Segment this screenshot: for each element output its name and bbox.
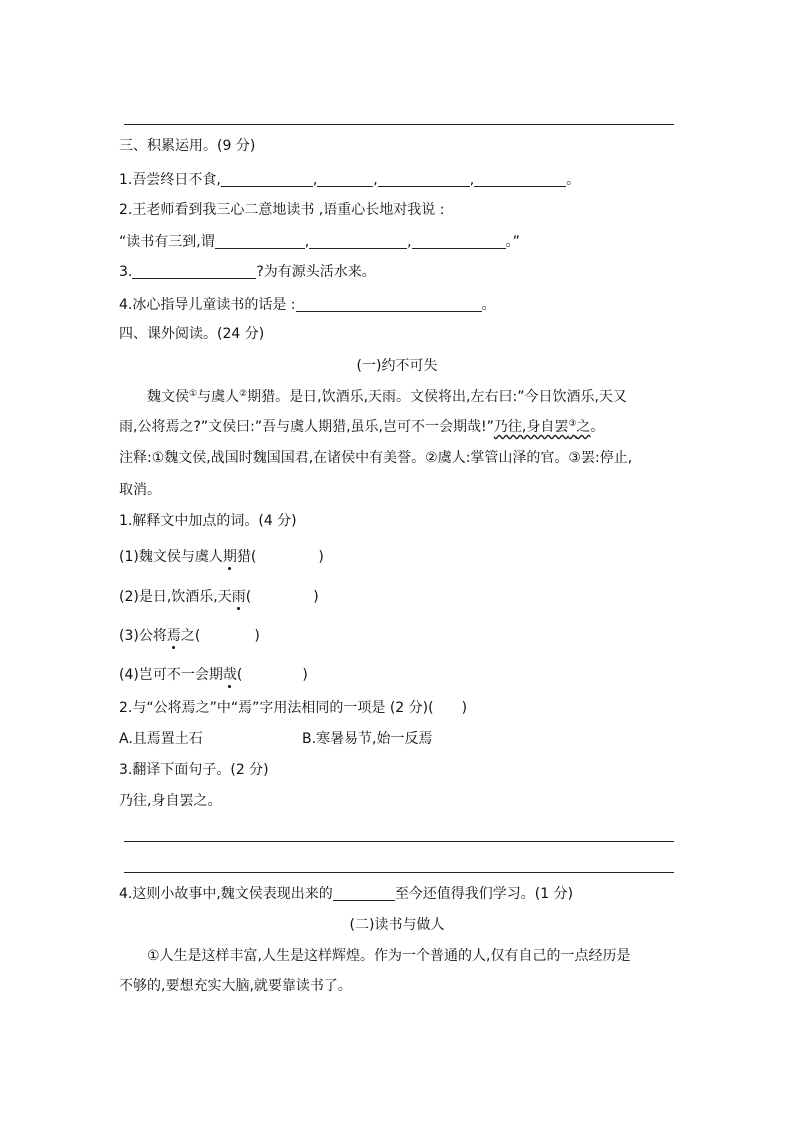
wavy-underlined-sentence bbox=[494, 419, 591, 435]
q2-sep2: , bbox=[407, 234, 412, 250]
q1-sep2: , bbox=[373, 172, 378, 188]
passage1-q1: 1.解释文中加点的词。(4 分) bbox=[119, 513, 297, 529]
q1-sep3: , bbox=[469, 172, 475, 188]
p2-end: 。 bbox=[590, 419, 605, 435]
section3-q2-line2 bbox=[119, 233, 520, 251]
passage1-title: (一)约不可失 bbox=[356, 358, 438, 374]
answer-line-2[interactable] bbox=[124, 872, 674, 873]
p1-text-c: 期猎。是日,饮酒乐,天雨。文侯将出,左右曰:”今日饮酒乐,天又 bbox=[247, 389, 627, 405]
q4b-blank[interactable] bbox=[333, 886, 395, 901]
passage1-q2 bbox=[119, 699, 467, 717]
passage1-line1 bbox=[147, 388, 627, 406]
footnote-mark-3: ③ bbox=[568, 419, 577, 429]
item3-b: 之( bbox=[180, 628, 201, 644]
item3-close: ) bbox=[254, 628, 260, 644]
item2-close: ) bbox=[313, 589, 319, 605]
q1-sep1: , bbox=[312, 172, 318, 188]
q1-blank-2[interactable] bbox=[317, 172, 373, 187]
q2-close: ) bbox=[461, 700, 468, 716]
passage1-q4 bbox=[119, 885, 573, 903]
p2-wavy-b: 之 bbox=[576, 419, 591, 435]
q1-blank-4[interactable] bbox=[474, 172, 566, 187]
q2-text: 2.与“公将焉之”中“焉”字用法相同的一项是 (2 分)( bbox=[119, 700, 434, 716]
q2-end: 。” bbox=[505, 234, 520, 250]
item1-a: (1)魏文侯与虞人 bbox=[119, 549, 223, 565]
q4-blank[interactable] bbox=[296, 297, 482, 312]
footnote-mark-2: ② bbox=[239, 389, 248, 399]
passage1-q2-option-b: B.寒暑易节,始一反焉 bbox=[302, 731, 433, 747]
q3-suffix: ?为有源头活水来。 bbox=[256, 264, 376, 280]
item2-a: (2)是日,饮酒乐,天 bbox=[119, 589, 232, 605]
q2-sep1: , bbox=[304, 234, 310, 250]
q4b-suffix: 至今还值得我们学习。(1 分) bbox=[394, 886, 574, 902]
passage1-q3: 3.翻译下面句子。(2 分) bbox=[119, 762, 269, 778]
section3-q1 bbox=[119, 171, 580, 189]
section3-q3 bbox=[119, 263, 376, 281]
item4-close: ) bbox=[302, 667, 308, 683]
item4-a: (4)岂可不一会期 bbox=[119, 667, 223, 683]
section3-heading: 三、积累运用。(9 分) bbox=[119, 138, 256, 154]
passage1-q1-item2 bbox=[119, 588, 319, 606]
item3-a: (3)公将 bbox=[119, 628, 167, 644]
q3-blank[interactable] bbox=[132, 264, 256, 279]
q2-blank-3[interactable] bbox=[412, 234, 506, 249]
q4b-prefix: 4.这则小故事中,魏文侯表现出来的 bbox=[119, 886, 333, 902]
passage1-q1-item1 bbox=[119, 548, 324, 566]
answer-line-top[interactable] bbox=[124, 124, 674, 125]
item1-dotted-word: 期 bbox=[222, 549, 237, 565]
q2-blank-2[interactable] bbox=[309, 234, 407, 249]
passage1-q1-item4 bbox=[119, 666, 308, 684]
q4-end: 。 bbox=[481, 297, 496, 313]
q1-prefix: 1.吾尝终日不食, bbox=[119, 172, 221, 188]
item3-dotted-word: 焉 bbox=[166, 628, 181, 644]
answer-line-1[interactable] bbox=[124, 841, 674, 842]
passage1-note-line2: 取消。 bbox=[119, 482, 161, 498]
passage2-line2: 不够的,要想充实大脑,就要靠读书了。 bbox=[119, 978, 352, 994]
q1-end: 。 bbox=[566, 172, 581, 188]
item2-b: ( bbox=[245, 589, 252, 605]
passage2-line1: ①人生是这样丰富,人生是这样辉煌。作为一个普通的人,仅有自己的一点经历是 bbox=[147, 948, 631, 964]
item1-b: 猎( bbox=[236, 549, 257, 565]
p1-text-b: 与虞人 bbox=[197, 389, 240, 405]
q3-prefix: 3. bbox=[119, 264, 133, 280]
p2-text-a: 雨,公将焉之?”文侯曰:”吾与虞人期猎,虽乐,岂可不一会期哉!” bbox=[119, 419, 494, 435]
passage1-q3-sentence: 乃往,身自罢之。 bbox=[119, 793, 222, 809]
section3-q4 bbox=[119, 296, 496, 314]
passage2-title: (二)读书与做人 bbox=[349, 917, 445, 933]
section3-q2-line1: 2.王老师看到我三心二意地读书 ,语重心长地对我说 : bbox=[119, 202, 445, 218]
passage1-line2 bbox=[119, 418, 604, 436]
q4-prefix: 4.冰心指导儿童读书的话是 : bbox=[119, 297, 296, 313]
p2-wavy-a: 乃往,身自罢 bbox=[493, 419, 569, 435]
passage1-q2-option-a: A.且焉置土石 bbox=[119, 731, 203, 747]
passage1-q1-item3 bbox=[119, 627, 260, 645]
item2-dotted-word: 雨 bbox=[231, 589, 246, 605]
item4-b: ( bbox=[236, 667, 243, 683]
footnote-mark-1: ① bbox=[189, 389, 198, 399]
q2-prefix: “读书有三到,谓 bbox=[119, 234, 215, 250]
passage1-note-line1: 注释:①魏文侯,战国时魏国国君,在诸侯中有美誉。②虞人:掌管山泽的官。③罢:停止, bbox=[119, 450, 633, 466]
p1-text-a: 魏文侯 bbox=[147, 389, 189, 405]
item1-close: ) bbox=[318, 549, 324, 565]
q2-blank-1[interactable] bbox=[215, 234, 305, 249]
item4-dotted-word: 哉 bbox=[222, 667, 237, 683]
q1-blank-1[interactable] bbox=[221, 172, 313, 187]
section4-heading: 四、课外阅读。(24 分) bbox=[119, 326, 265, 342]
q1-blank-3[interactable] bbox=[378, 172, 470, 187]
